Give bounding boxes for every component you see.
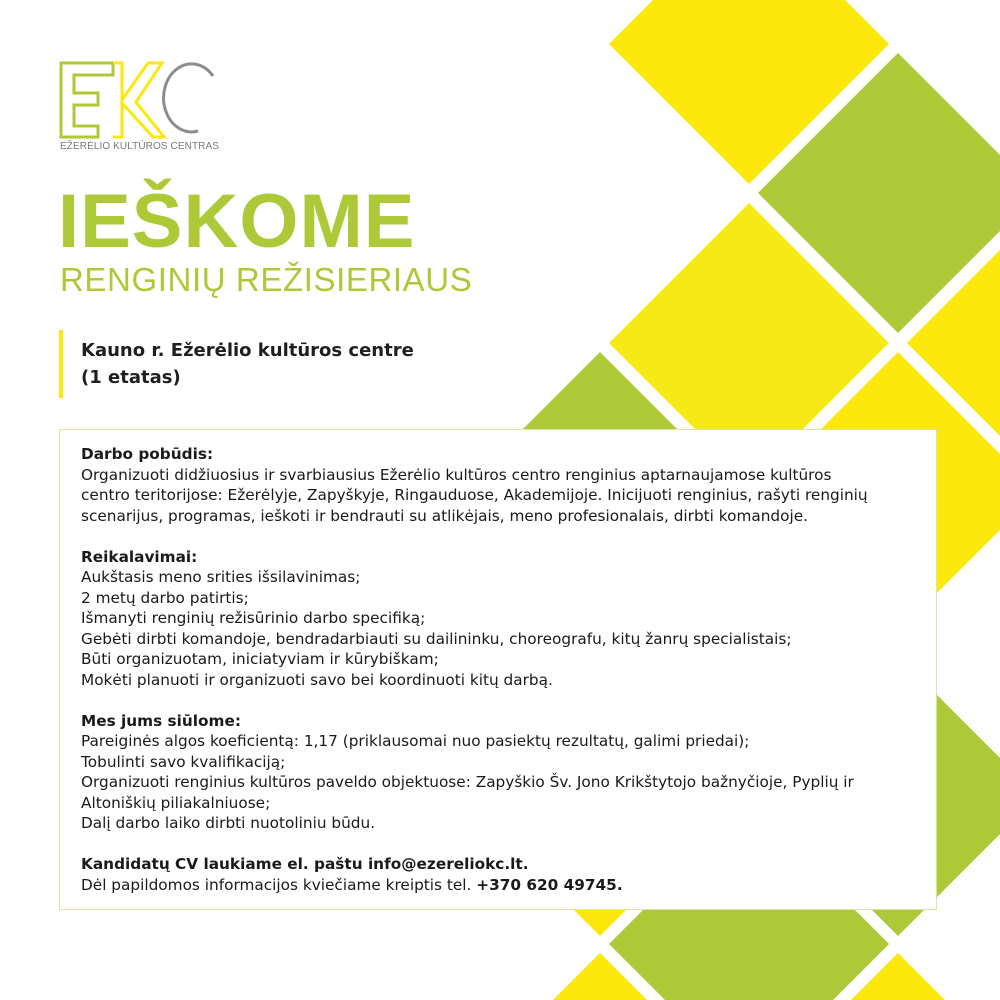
section-line: Organizuoti didžiuosius ir svarbiausius Ežerėlio kultūros centro renginius aptarnaujamose kultūros: [81, 465, 832, 484]
section-line: Išmanyti renginių režisūrinio darbo specifiką;: [81, 609, 426, 627]
section-heading: Mes jums siūlome:: [81, 711, 241, 730]
logo-letter-k: [113, 63, 164, 137]
section: [81, 444, 936, 526]
page-title: IEŠKOME: [58, 179, 416, 264]
section-line: Būti organizuotam, iniciatyviam ir kūrybiškam;: [81, 650, 439, 668]
logo-letter-e: [61, 63, 113, 137]
contact-phone-line: [81, 875, 936, 896]
section-line: Dalį darbo laiko dirbti nuotoliniu būdu.: [81, 814, 376, 832]
section-line: Aukštasis meno srities išsilavinimas;: [81, 568, 361, 586]
section: [81, 547, 936, 691]
section-line: scenarijus, programas, ieškoti ir bendrauti su atlikėjais, meno profesionalais, dirbti komandoje.: [81, 506, 809, 525]
section-line: centro teritorijose: Ežerėlyje, Zapyškyje, Ringauduose, Akademijoje. Inicijuoti renginius, rašyti renginių: [81, 486, 868, 504]
job-description-box: [59, 429, 937, 910]
section: [81, 711, 936, 834]
accent-bar: [59, 330, 63, 398]
section-heading: Darbo pobūdis:: [81, 445, 214, 463]
contact-email-line: Kandidatų CV laukiame el. paštu info@ezereliokc.lt.: [81, 855, 529, 873]
section-line: Altoniškių piliakalniuose;: [81, 793, 271, 812]
section-line: Tobulinti savo kvalifikaciją;: [81, 752, 286, 771]
section-line: 2 metų darbo patirtis;: [81, 588, 249, 607]
section-line: Gebėti dirbti komandoje, bendradarbiauti su dailininku, choreografu, kitų žanrų specialistais;: [81, 629, 792, 648]
contact-section: [81, 854, 936, 895]
page-subtitle: RENGINIŲ REŽISIERIAUS: [60, 261, 473, 298]
logo-caption: EŽERĖLIO KULTŪROS CENTRAS: [60, 141, 220, 152]
section-line: Organizuoti renginius kultūros paveldo objektuose: Zapyškio Šv. Jono Krikštytojo bažnyčioje, Pyplių ir: [81, 773, 854, 791]
section-heading: Reikalavimai:: [81, 547, 198, 566]
section-line: Pareiginės algos koeficientą: 1,17 (priklausomai nuo pasiektų rezultatų, galimi priedai);: [81, 732, 750, 750]
contact-phone: +370 620 49745.: [476, 875, 623, 894]
location: [81, 337, 414, 391]
location-line-1: Kauno r. Ežerėlio kultūros centre: [81, 340, 414, 361]
section-line: Mokėti planuoti ir organizuoti savo bei koordinuoti kitų darbą.: [81, 670, 553, 689]
contact-phone-prefix: Dėl papildomos informacijos kviečiame kreiptis tel.: [81, 875, 477, 894]
logo-letter-c: [164, 64, 213, 132]
location-line-2: (1 etatas): [81, 367, 181, 388]
